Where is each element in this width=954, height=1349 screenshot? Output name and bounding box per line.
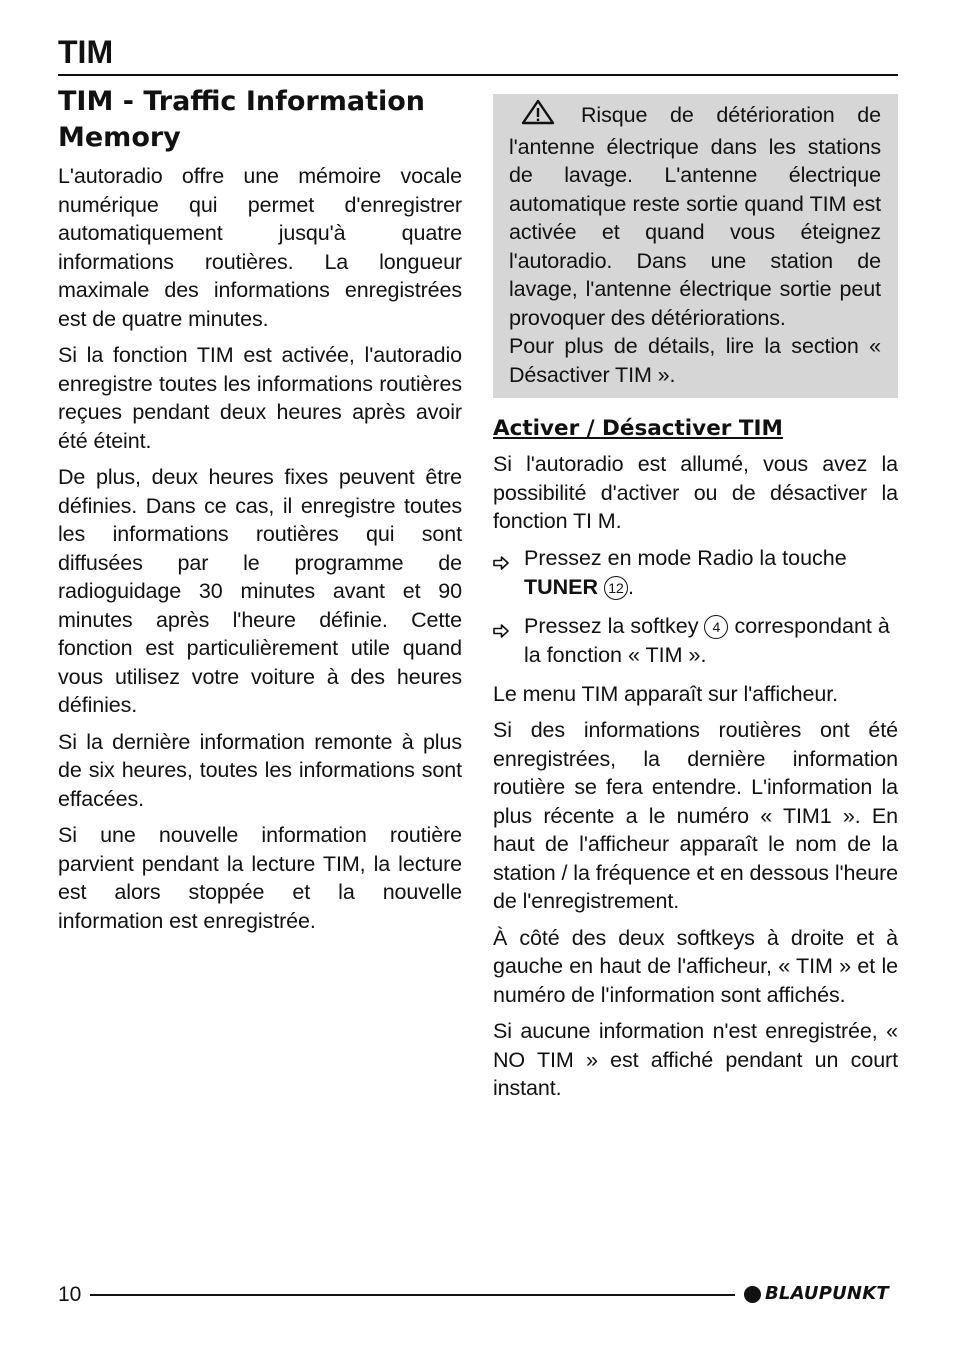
warning-triangle-icon [521,99,555,133]
arrow-right-icon [493,549,509,578]
softkey-number-badge: 4 [704,615,728,639]
step-text: Pressez la softkey [524,613,699,638]
section-title: TIM - Traffic Information Memory [58,86,426,153]
paragraph: Le menu TIM apparaît sur l'afficheur. [493,681,838,706]
step-text-end: correspondant à la fonction « TIM ». [524,613,890,667]
right-column [493,94,898,1111]
step-text-end: . [628,574,635,599]
key-number-badge: 12 [604,576,628,600]
left-column [58,84,462,943]
tuner-key-label: TUNER [524,574,599,599]
warning-paragraph [509,99,881,332]
paragraph: Si l'autoradio est allumé, vous avez la possibilité d'activer ou de désactiver la fonction TI M. [493,452,898,533]
instruction-step [493,544,898,602]
page-number: 10 [58,1283,82,1306]
paragraph: Si aucune information n'est enregistrée, « NO TIM » est affiché pendant un court instant. [493,1019,898,1100]
warning-box [493,94,898,398]
arrow-right-icon [493,617,509,646]
paragraph: Si la dernière information remonte à plus de six heures, toutes les informations sont effacées. [58,729,462,811]
subheading: Activer / Désactiver TIM [493,416,783,441]
header-rule [58,74,898,76]
footer-rule [90,1294,735,1296]
page-header-title: TIM [58,34,114,70]
brand-logo [744,1283,889,1305]
step-text: Pressez en mode Radio la touche [524,545,847,570]
paragraph: À côté des deux softkeys à droite et à gauche en haut de l'afficheur, « TIM » et le numéro de l'information sont affichés. [493,925,898,1007]
paragraph: L'autoradio offre une mémoire vocale numérique qui permet d'enregistrer automatiquement jusqu'à quatre informations routières. La longueur maximale des informations enregistrées est de quatre minutes. [58,164,462,331]
warning-paragraph-2: Pour plus de détails, lire la section « Désactiver TIM ». [509,334,881,387]
brand-name: BLAUPUNKT [765,1283,889,1304]
paragraph: Si des informations routières ont été enregistrées, la dernière information routière se fera entendre. L'information la plus récente a le numéro « TIM1 ». En haut de l'afficheur apparaît le nom de la station / la fréquence et en dessous l'heure de l'enregistrement. [493,718,898,913]
instruction-step [493,612,898,670]
paragraph: Si la fonction TIM est activée, l'autoradio enregistre toutes les informations routières reçues pendant deux heures après avoir été éteint. [58,343,462,453]
paragraph: Si une nouvelle information routière parvient pendant la lecture TIM, la lecture est alors stoppée et la nouvelle information est enregistrée. [58,823,462,933]
brand-dot-icon [744,1286,761,1303]
paragraph: De plus, deux heures fixes peuvent être définies. Dans ce cas, il enregistre toutes les informations routières qui sont diffusées par le programme de radioguidage 30 minutes avant et 90 minutes après l'heure définie. Cette fonction est particulièrement utile quand vous utilisez votre voiture à des heures définies. [58,465,462,717]
warning-text: Risque de détérioration de l'antenne électrique dans les stations de lavage. L'antenne électrique automatique reste sortie quand TIM est activée et quand vous éteignez l'autoradio. Dans une station de lavage, l'antenne électrique sortie peut provoquer des détériorations. [509,103,881,330]
